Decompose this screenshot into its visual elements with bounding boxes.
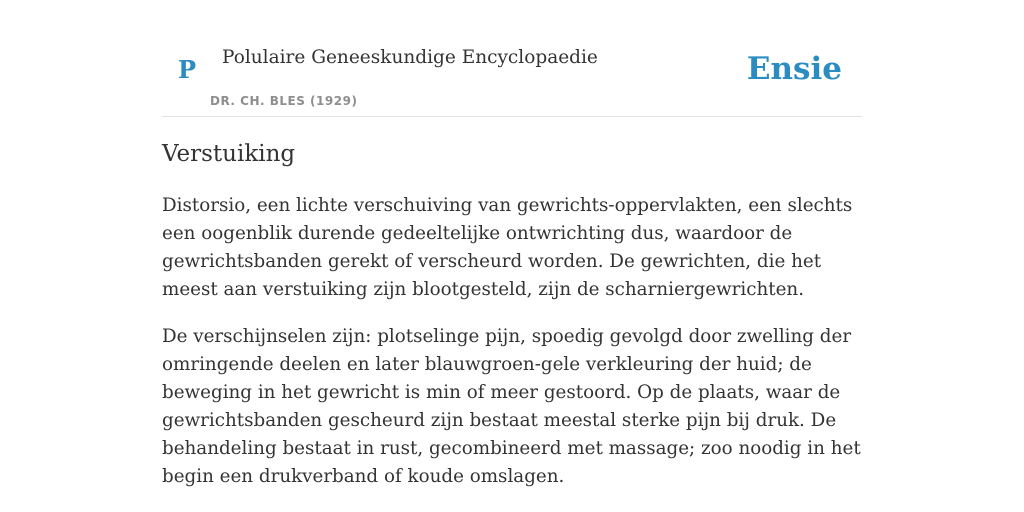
- page-header: [162, 0, 862, 117]
- article-title: Verstuiking: [162, 141, 296, 167]
- article-paragraph: De verschijnselen zijn: plotselinge pijn, spoedig gevolgd door zwelling der omringende deelen en later blauwgroen-gele verkleuring der huid; de beweging in het gewricht is min of meer gestoord. Op de plaats, waar de gewrichtsbanden gescheurd zijn bestaat meestal sterke pijn bij druk. De behandeling bestaat in rust, gecombineerd met massage; zoo noodig in het begin een drukverband of koude omslagen.: [162, 326, 861, 487]
- ensie-logo[interactable]: Ensie: [746, 51, 842, 87]
- source-title-link[interactable]: Polulaire Geneeskundige Encyclopaedie: [222, 47, 598, 68]
- article-paragraph: Distorsio, een lichte verschuiving van gewrichts-oppervlakten, een slechts een oogenblik durende gedeeltelijke ontwrichting dus, waardoor de gewrichtsbanden gerekt of verscheurd worden. De gewrichten, die het meest aan verstuiking zijn blootgesteld, zijn de scharniergewrichten.: [162, 195, 853, 300]
- source-badge: P: [178, 55, 197, 84]
- source-author: DR. CH. BLES (1929): [210, 94, 358, 108]
